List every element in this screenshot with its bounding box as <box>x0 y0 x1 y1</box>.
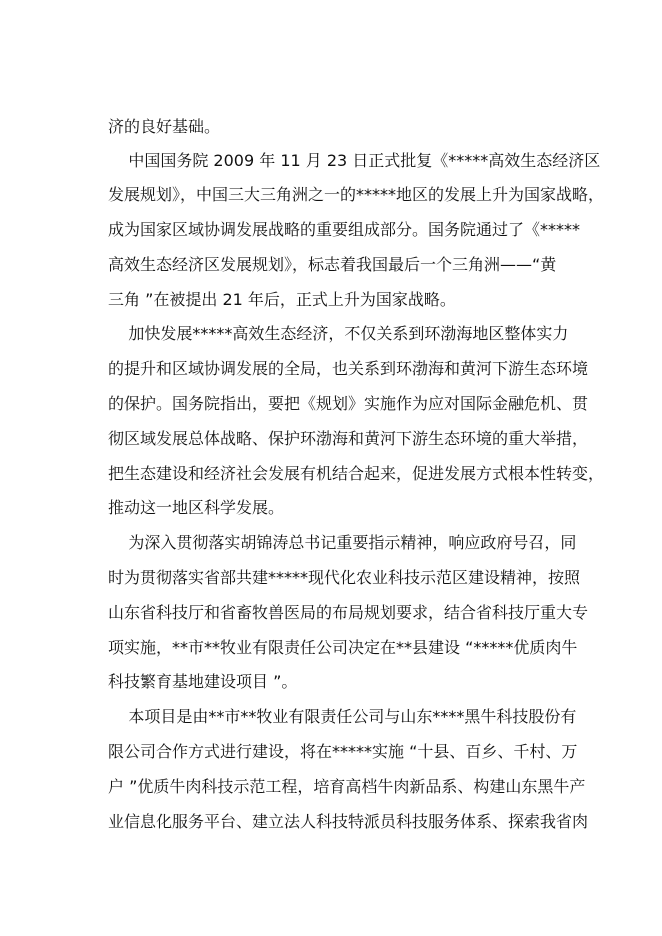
text-line-11: 把生态建设和经济社会发展有机结合起来，促进发展方式根本性转变， <box>108 464 605 483</box>
text-line-6: 三角 ”在被提出 21 年后，正式上升为国家战略。 <box>108 290 456 309</box>
text-line-19: 限公司合作方式进行建设，将在*****实施 “十县、百乡、千村、万 <box>108 742 578 761</box>
text-line-14: 时为贯彻落实省部共建*****现代化农业科技示范区建设精神，按照 <box>108 568 581 587</box>
text-line-20: 户 ”优质牛肉科技示范工程，培育高档牛肉新品系、构建山东黑牛产 <box>108 777 586 796</box>
text-line-4: 成为国家区域协调发展战略的重要组成部分。国务院通过了《***** <box>108 220 581 239</box>
text-line-15: 山东省科技厅和省畜牧兽医局的布局规划要求，结合省科技厅重大专 <box>108 603 589 622</box>
text-line-17: 科技繁育基地建设项目 ”。 <box>108 672 298 691</box>
text-line-13: 为深入贯彻落实胡锦涛总书记重要指示精神，响应政府号召，同 <box>108 533 577 552</box>
text-line-3: 发展规划》，中国三大三角洲之一的*****地区的发展上升为国家战略， <box>108 185 605 204</box>
text-line-8: 的提升和区域协调发展的全局，也关系到环渤海和黄河下游生态环境 <box>108 359 589 378</box>
text-line-1: 济的良好基础。 <box>108 117 221 136</box>
text-line-7: 加快发展*****高效生态经济，不仅关系到环渤海地区整体实力 <box>108 324 569 343</box>
text-line-5: 高效生态经济区发展规划》，标志着我国最后一个三角洲——“黄 <box>108 255 557 274</box>
text-line-12: 推动这一地区科学发展。 <box>108 498 285 517</box>
text-line-18: 本项目是由**市**牧业有限责任公司与山东****黑牛科技股份有 <box>108 707 577 726</box>
text-line-9: 的保护。国务院指出，要把《规划》实施作为应对国际金融危机、贯 <box>108 394 589 413</box>
text-line-2: 中国国务院 2009 年 11 月 23 日正式批复《*****高效生态经济区 <box>108 151 601 170</box>
text-line-16: 项实施，**市**牧业有限责任公司决定在**县建设 “*****优质肉牛 <box>108 638 578 657</box>
text-line-10: 彻区域发展总体战略、保护环渤海和黄河下游生态环境的重大举措， <box>108 429 589 448</box>
text-line-21: 业信息化服务平台、建立法人科技特派员科技服务体系、探索我省肉 <box>108 812 589 831</box>
